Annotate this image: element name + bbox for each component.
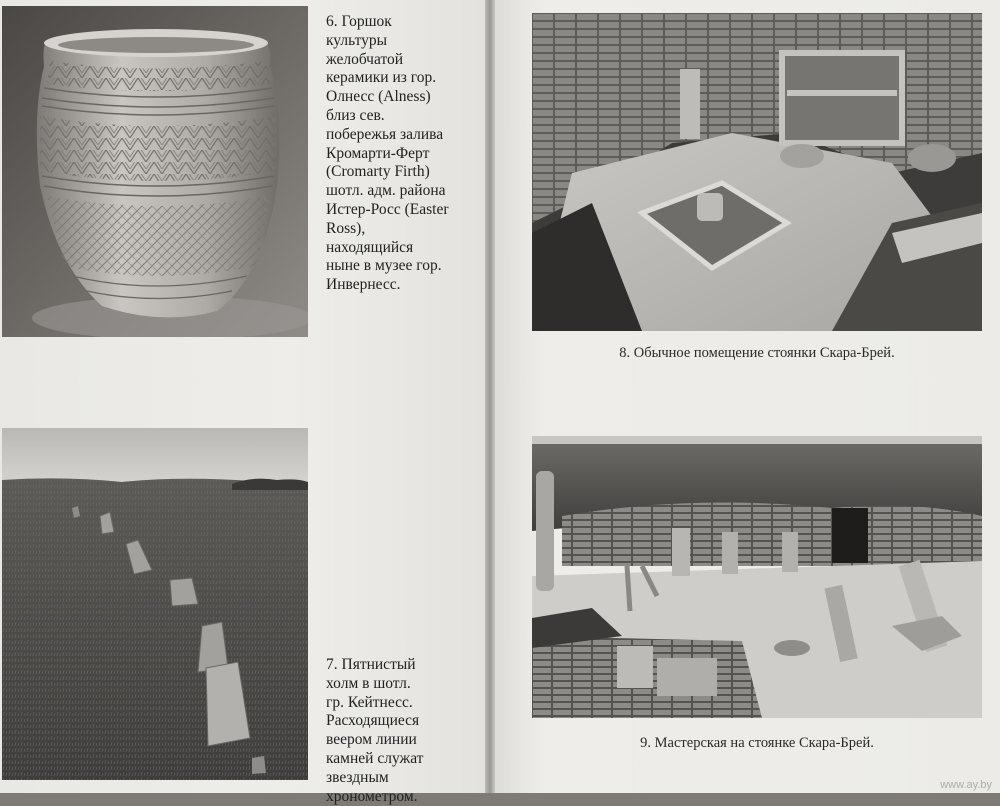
photo-grooved-ware-pot [2,6,308,337]
caption-figure-6: 6. Горшок культуры желобчатой керамики из гор. Олнесс (Alness) близ сев. побережья залива Кромарти-Ферт (Cromarty Firth) шотл. адм. района Истер-Росс (Easter Ross), находящийся ныне в музее гор. Инвернесс. [326,13,449,294]
caption-figure-8: 8. Обычное помещение стоянки Скара-Брей. [619,345,895,361]
photo-standing-stones-hill [2,428,308,780]
caption-figure-9: 9. Мастерская на стоянке Скара-Брей. [640,735,874,751]
book-gutter [485,0,495,793]
photo-skara-brae-room [532,13,982,331]
photo-skara-brae-workshop [532,436,982,718]
caption-figure-7: 7. Пятнистый холм в шотл. гр. Кейтнесс. Расходящиеся веером линии камней служат звездным хронометром. [326,656,424,805]
watermark: www.ay.by [940,779,992,791]
